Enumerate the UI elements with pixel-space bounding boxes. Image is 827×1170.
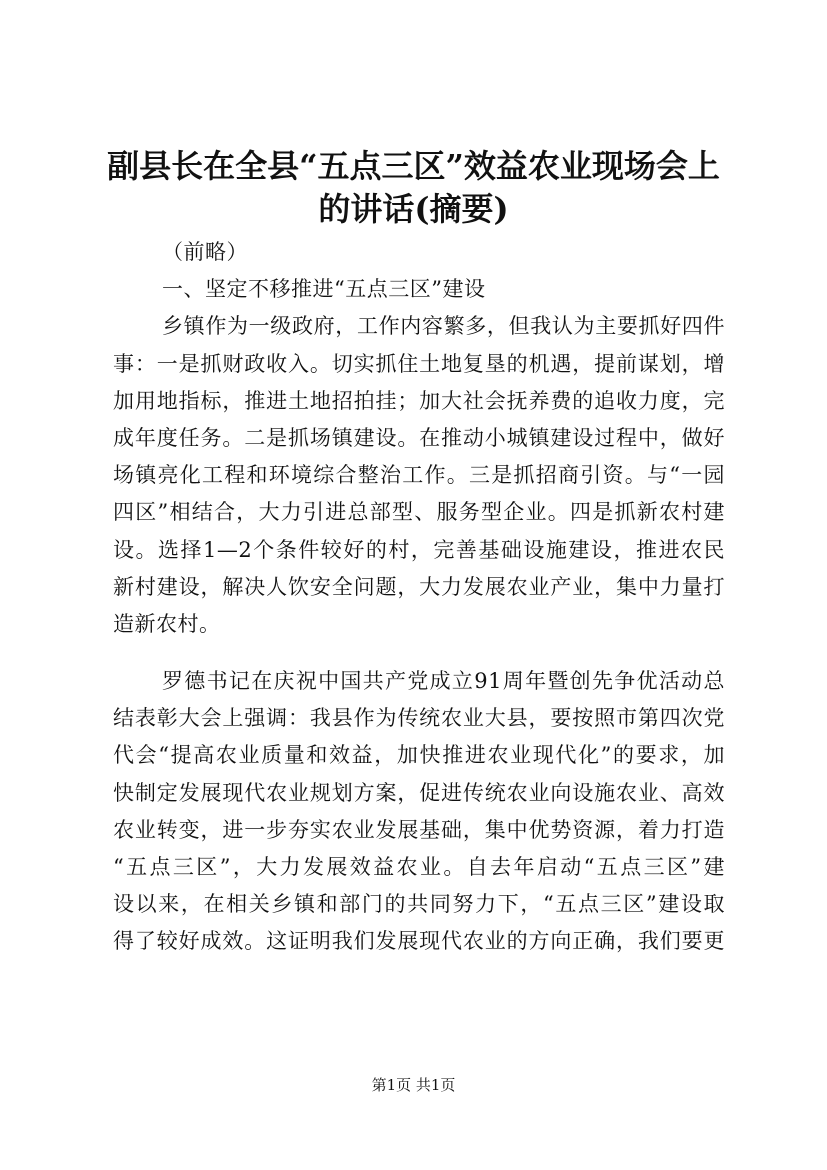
- paragraph-line: 四区”相结合，大力引进总部型、服务型企业。四是抓新农村建: [113, 500, 725, 525]
- paragraph-line: “五点三区”，大力发展效益农业。自去年启动“五点三区”建: [113, 855, 725, 879]
- paragraph-line: 代会“提高农业质量和效益，加快推进农业现代化”的要求，加: [113, 743, 725, 768]
- paragraph-spacer: [113, 643, 725, 663]
- document-body: [113, 234, 725, 961]
- paragraph-1: [113, 308, 725, 643]
- paragraph-line: 得了较好成效。这证明我们发展现代农业的方向正确，我们要更: [113, 929, 725, 954]
- paragraph-line: 加用地指标，推进土地招拍挂；加大社会抚养费的追收力度，完: [113, 388, 725, 413]
- paragraph-line: 结表彰大会上强调：我县作为传统农业大县，要按照市第四次党: [113, 706, 725, 731]
- title-line-1: 副县长在全县“五点三区”效益农业现场会上: [107, 147, 720, 185]
- paragraph-line: 农业转变，进一步夯实农业发展基础，集中优势资源，着力打造: [113, 817, 725, 842]
- paragraph-line: 造新农村。: [113, 611, 221, 636]
- paragraph-line: 设以来，在相关乡镇和部门的共同努力下，“五点三区”建设取: [113, 892, 725, 917]
- section-heading: 一、坚定不移推进“五点三区”建设: [162, 277, 486, 302]
- paragraph-2: [113, 663, 725, 961]
- document-title: [100, 145, 727, 231]
- paragraph-line: 成年度任务。二是抓场镇建设。在推动小城镇建设过程中，做好: [113, 425, 725, 450]
- paragraph-line: 快制定发展现代农业规划方案，促进传统农业向设施农业、高效: [113, 780, 725, 805]
- paragraph-line: 罗德书记在庆祝中国共产党成立91周年暨创先争优活动总: [162, 669, 725, 694]
- paragraph-line: 设。选择1—2个条件较好的村，完善基础设施建设，推进农民: [113, 537, 725, 562]
- paragraph-line: 新村建设，解决人饮安全问题，大力发展农业产业，集中力量打: [113, 574, 725, 599]
- title-line-2: 的讲话(摘要): [318, 190, 509, 228]
- paragraph-line: 乡镇作为一级政府，工作内容繁多，但我认为主要抓好四件: [162, 314, 725, 339]
- paragraph-line: 场镇亮化工程和环境综合整治工作。三是抓招商引资。与“一园: [113, 463, 725, 488]
- page-footer: 第1页 共1页: [371, 1076, 456, 1094]
- paragraph-line: 事：一是抓财政收入。切实抓住土地复垦的机遇，提前谋划，增: [113, 351, 725, 376]
- preface-text: （前略）: [162, 240, 248, 264]
